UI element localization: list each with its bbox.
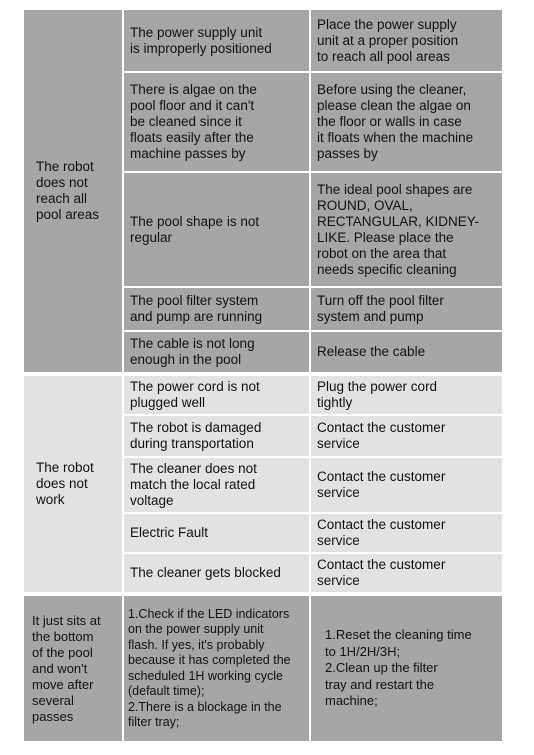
cause-cell: There is algae on the pool floor and it can't be cleaned since it floats easily after the machine passes by: [124, 73, 309, 171]
cause-cell: The pool shape is not regular: [124, 173, 309, 286]
table-row: [124, 458, 502, 512]
solution-cell: Contact the customer service: [311, 514, 502, 552]
table-row: [124, 173, 502, 286]
solution-cell: Contact the customer service: [311, 554, 502, 592]
solution-cell: Contact the customer service: [311, 416, 502, 456]
solution-cell: Turn off the pool filter system and pump: [311, 288, 502, 330]
solution-cell: Before using the cleaner, please clean the algae on the floor or walls in case it floats when the machine passes by: [311, 73, 502, 171]
cause-cell: The cleaner gets blocked: [124, 554, 309, 592]
table-row: [124, 514, 502, 552]
cause-cell: The power supply unit is improperly positioned: [124, 10, 309, 71]
symptom-label: It just sits at the bottom of the pool and won't move after several passes: [32, 612, 101, 724]
cause-cell: The robot is damaged during transportation: [124, 416, 309, 456]
cause-cell: The power cord is not plugged well: [124, 376, 309, 414]
table-row: [124, 376, 502, 414]
table-row: [124, 554, 502, 592]
table-row: [124, 332, 502, 372]
troubleshooting-table: [24, 10, 502, 741]
solution-cell: Plug the power cord tightly: [311, 376, 502, 414]
section-robot-sits-at-bottom: [24, 596, 502, 741]
cause-cell: The pool filter system and pump are running: [124, 288, 309, 330]
section-robot-does-not-reach: [24, 10, 502, 372]
table-row: [124, 596, 502, 741]
cause-cell: The cleaner does not match the local rated voltage: [124, 458, 309, 512]
section-robot-does-not-work: [24, 376, 502, 592]
solution-cell: Place the power supply unit at a proper position to reach all pool areas: [311, 10, 502, 71]
cause-cell: The cable is not long enough in the pool: [124, 332, 309, 372]
symptom-label: The robot does not work: [36, 460, 94, 507]
solution-cell: The ideal pool shapes are ROUND, OVAL, RECTANGULAR, KIDNEY- LIKE. Please place the robot on the area that needs specific cleaning: [311, 173, 502, 286]
cause-cell: Electric Fault: [124, 514, 309, 552]
cause-cell: 1.Check if the LED indicators on the power supply unit flash. If yes, it's probably because it has completed the scheduled 1H working cycle (default time); 2.There is a blockage in the filter tray;: [124, 596, 309, 741]
solution-cell: 1.Reset the cleaning time to 1H/2H/3H; 2.Clean up the filter tray and restart the machine;: [311, 596, 502, 741]
symptom-label: The robot does not reach all pool areas: [36, 159, 100, 222]
table-row: [124, 416, 502, 456]
table-row: [124, 288, 502, 330]
table-row: [124, 10, 502, 71]
solution-cell: Contact the customer service: [311, 458, 502, 512]
table-row: [124, 73, 502, 171]
solution-cell: Release the cable: [311, 332, 502, 372]
